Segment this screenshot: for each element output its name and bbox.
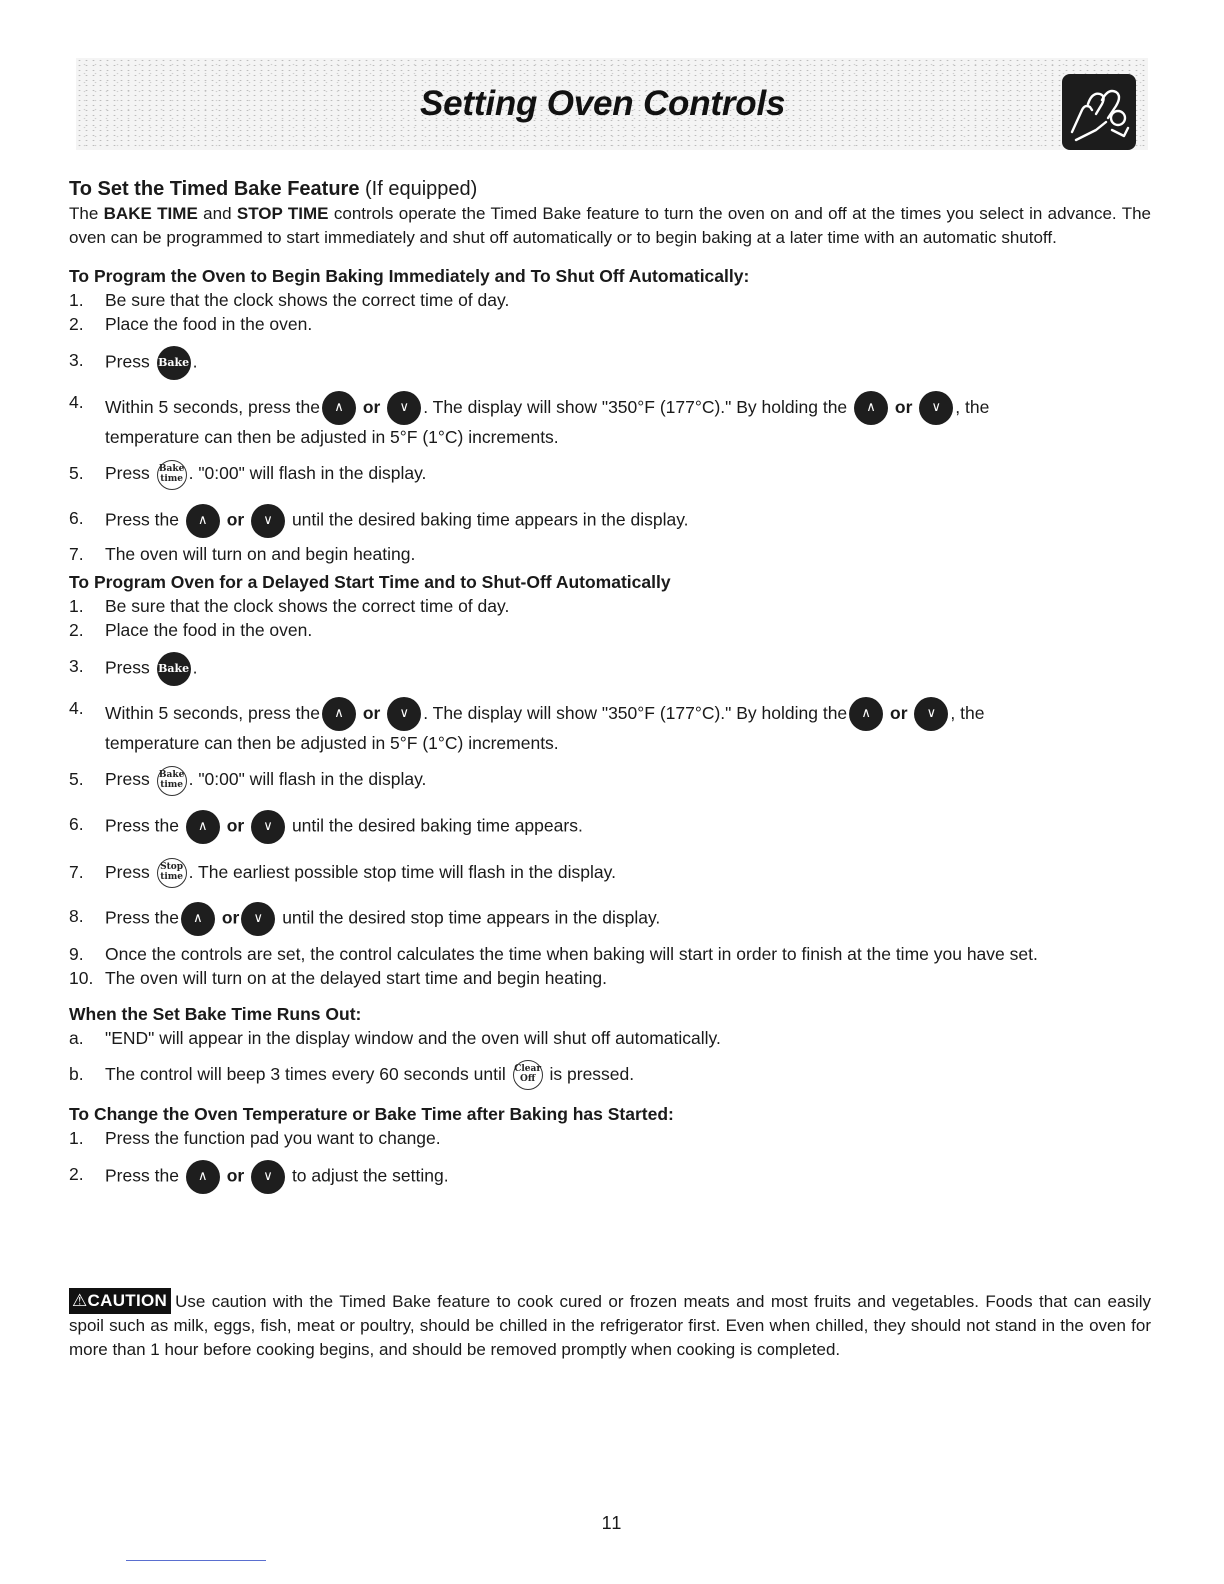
step-text bbox=[105, 810, 1151, 844]
step-text-part: . The display will show "350°F (177°C)." By holding the bbox=[423, 702, 848, 723]
or-word: or bbox=[221, 907, 240, 928]
step-text-part: Press bbox=[105, 351, 150, 372]
down-arrow-key-icon: ∨ bbox=[251, 1160, 285, 1194]
up-arrow-key-icon: ∧ bbox=[181, 902, 215, 936]
step-number: 3. bbox=[69, 350, 84, 370]
step-text-part: Press the bbox=[105, 1165, 179, 1186]
step-number: 4. bbox=[69, 697, 84, 718]
key-label: Bake bbox=[158, 463, 185, 474]
step-text-part: , the bbox=[950, 702, 985, 723]
list-item bbox=[69, 390, 1151, 449]
key-label: Stop bbox=[160, 861, 184, 872]
list-item bbox=[69, 594, 1151, 618]
step-text bbox=[105, 1060, 1151, 1090]
caution-paragraph bbox=[69, 1288, 1151, 1362]
stop-time-key-icon bbox=[157, 858, 187, 888]
list-item bbox=[69, 618, 1151, 642]
step-text-part: temperature can then be adjusted in 5°F (1°C) increments. bbox=[105, 733, 559, 754]
step-text: The oven will turn on and begin heating. bbox=[105, 543, 416, 564]
up-arrow-key-icon: ∧ bbox=[854, 391, 888, 425]
immediate-title: To Program the Oven to Begin Baking Immediately and To Shut Off Automatically: bbox=[69, 266, 750, 286]
step-text bbox=[105, 1160, 1151, 1194]
step-number: 5. bbox=[69, 769, 84, 790]
list-item bbox=[69, 810, 1151, 844]
page-title: Setting Oven Controls bbox=[420, 84, 786, 123]
bake-time-term: BAKE TIME bbox=[103, 204, 198, 223]
step-text: Place the food in the oven. bbox=[105, 619, 313, 640]
heading-note: (If equipped) bbox=[365, 178, 478, 200]
step-text: The oven will turn on at the delayed start time and begin heating. bbox=[105, 967, 607, 988]
list-item bbox=[69, 942, 1151, 966]
step-text-part: . "0:00" will flash in the display. bbox=[188, 769, 427, 790]
footer-rule bbox=[126, 1560, 266, 1561]
list-item bbox=[69, 902, 1151, 936]
bake-time-key-icon bbox=[157, 460, 187, 490]
bake-key-icon: Bake bbox=[157, 652, 191, 686]
list-item bbox=[69, 1126, 1151, 1150]
step-text-part: . bbox=[192, 657, 198, 678]
step-text-part: . bbox=[192, 351, 198, 372]
caution-badge bbox=[69, 1288, 171, 1314]
list-item bbox=[69, 1160, 1151, 1194]
step-text: Be sure that the clock shows the correct time of day. bbox=[105, 290, 510, 310]
up-arrow-key-icon: ∧ bbox=[186, 504, 220, 538]
step-text: Press the function pad you want to change. bbox=[105, 1128, 441, 1149]
step-text bbox=[105, 459, 1151, 489]
list-item bbox=[69, 1060, 1151, 1090]
step-text-part: , the bbox=[955, 397, 990, 417]
down-arrow-key-icon: ∨ bbox=[241, 902, 275, 936]
step-text-part: . The earliest possible stop time will flash in the display. bbox=[188, 861, 616, 882]
bake-key-icon: Bake bbox=[157, 346, 191, 380]
list-item bbox=[69, 288, 1151, 312]
step-text bbox=[105, 765, 1151, 795]
step-text: Place the food in the oven. bbox=[105, 314, 313, 334]
down-arrow-key-icon: ∨ bbox=[251, 810, 285, 844]
up-arrow-key-icon: ∧ bbox=[186, 810, 220, 844]
list-item bbox=[69, 858, 1151, 888]
caution-label: CAUTION bbox=[87, 1291, 168, 1311]
heading-text: To Set the Timed Bake Feature bbox=[69, 178, 360, 200]
list-item bbox=[69, 459, 1151, 489]
step-number: 8. bbox=[69, 905, 84, 926]
step-text-part: Press bbox=[105, 769, 150, 790]
down-arrow-key-icon: ∨ bbox=[919, 391, 953, 425]
intro-word: The bbox=[69, 204, 99, 223]
intro-word: and bbox=[203, 204, 232, 223]
step-text-part: Press bbox=[105, 657, 150, 678]
intro-text: controls operate the Timed Bake feature to turn the oven on and off at the times you select in advance. The oven can be programmed to start immediately and shut off automatically or to begin baking at a later time with an automatic shutoff. bbox=[69, 204, 1151, 247]
step-text-part: Press the bbox=[105, 815, 179, 836]
step-text: "END" will appear in the display window and the oven will shut off automatically. bbox=[105, 1027, 721, 1048]
step-text bbox=[105, 390, 1151, 449]
step-text-part: . The display will show "350°F (177°C)." By holding the bbox=[423, 397, 848, 417]
step-text: Once the controls are set, the control calculates the time when baking will start in order to finish at the time you have set. bbox=[105, 943, 1038, 964]
list-item bbox=[69, 1026, 1151, 1050]
or-word: or bbox=[226, 509, 245, 530]
key-label: Off bbox=[520, 1074, 536, 1085]
or-word: or bbox=[226, 1165, 245, 1186]
key-label: time bbox=[160, 871, 184, 882]
stop-time-term: STOP TIME bbox=[236, 204, 329, 223]
list-item bbox=[69, 966, 1151, 990]
list-item bbox=[69, 542, 1151, 566]
or-word: or bbox=[226, 815, 245, 836]
clear-off-key-icon bbox=[513, 1060, 543, 1090]
step-text bbox=[105, 902, 1151, 936]
content bbox=[69, 176, 1151, 1362]
step-text-part: until the desired stop time appears in the display. bbox=[282, 907, 661, 928]
or-word: or bbox=[362, 702, 381, 723]
step-number: 2. bbox=[69, 1164, 84, 1185]
step-text bbox=[105, 858, 1151, 888]
page-number: 11 bbox=[601, 1513, 623, 1533]
step-text-part: until the desired baking time appears in the display. bbox=[291, 509, 689, 530]
step-number: 1. bbox=[69, 595, 84, 616]
list-item bbox=[69, 346, 1151, 380]
step-text-part: Press bbox=[105, 463, 150, 484]
delayed-steps bbox=[69, 594, 1151, 990]
hands-cooking-icon bbox=[1062, 74, 1136, 150]
intro-paragraph bbox=[69, 202, 1151, 250]
step-number: 9. bbox=[69, 943, 84, 964]
step-text-part: Press the bbox=[105, 509, 179, 530]
step-number: 2. bbox=[69, 314, 84, 334]
change-steps bbox=[69, 1126, 1151, 1194]
down-arrow-key-icon: ∨ bbox=[251, 504, 285, 538]
down-arrow-key-icon: ∨ bbox=[387, 391, 421, 425]
or-word: or bbox=[362, 397, 381, 417]
step-number: 1. bbox=[69, 1128, 84, 1149]
step-number: 7. bbox=[69, 543, 84, 564]
bake-time-key-icon bbox=[157, 766, 187, 796]
step-text bbox=[105, 346, 1151, 380]
step-number: 6. bbox=[69, 813, 84, 834]
runs-out-title: When the Set Bake Time Runs Out: bbox=[69, 1003, 362, 1024]
step-text-part: temperature can then be adjusted in 5°F (1°C) increments. bbox=[105, 427, 559, 448]
key-label: time bbox=[160, 473, 184, 484]
step-number: 7. bbox=[69, 861, 84, 882]
step-number: 5. bbox=[69, 463, 84, 484]
list-item bbox=[69, 312, 1151, 336]
warning-icon: ⚠ bbox=[72, 1291, 88, 1311]
list-item bbox=[69, 765, 1151, 795]
down-arrow-key-icon: ∨ bbox=[387, 697, 421, 731]
step-number: a. bbox=[69, 1027, 84, 1048]
up-arrow-key-icon: ∧ bbox=[322, 697, 356, 731]
step-text bbox=[105, 504, 1151, 538]
step-text-part: to adjust the setting. bbox=[291, 1165, 449, 1186]
change-title: To Change the Oven Temperature or Bake Time after Baking has Started: bbox=[69, 1104, 674, 1125]
step-text bbox=[105, 652, 1151, 686]
step-text: Be sure that the clock shows the correct time of day. bbox=[105, 595, 510, 616]
step-number: 10. bbox=[69, 967, 94, 988]
up-arrow-key-icon: ∧ bbox=[322, 391, 356, 425]
step-number: 6. bbox=[69, 507, 84, 528]
caution-text: Use caution with the Timed Bake feature to cook cured or frozen meats and most fruits and vegetables. Foods that can easily spoil such as milk, eggs, fish, meat or poultry, should be chilled in the refrigerator first. Even when chilled, they should not stand in the oven for more than 1 hour before cooking begins, and should be removed promptly when cooking is completed. bbox=[69, 1292, 1151, 1360]
step-text-part: The control will beep 3 times every 60 seconds until bbox=[105, 1063, 506, 1084]
step-text-part: Press bbox=[105, 861, 150, 882]
up-arrow-key-icon: ∧ bbox=[849, 697, 883, 731]
or-word: or bbox=[894, 397, 913, 417]
step-text-part: Within 5 seconds, press the bbox=[105, 397, 320, 417]
step-text-part: until the desired baking time appears. bbox=[291, 815, 583, 836]
step-text bbox=[105, 696, 1151, 755]
runs-out-list bbox=[69, 1026, 1151, 1090]
step-number: 4. bbox=[69, 392, 84, 412]
step-text-part: . "0:00" will flash in the display. bbox=[188, 463, 427, 484]
key-label: Clear bbox=[514, 1064, 542, 1075]
immediate-steps bbox=[69, 288, 1151, 566]
step-number: 3. bbox=[69, 655, 84, 676]
step-number: 2. bbox=[69, 619, 84, 640]
or-word: or bbox=[890, 702, 908, 723]
step-text-part: is pressed. bbox=[549, 1063, 635, 1084]
list-item bbox=[69, 504, 1151, 538]
list-item bbox=[69, 652, 1151, 686]
down-arrow-key-icon: ∨ bbox=[914, 697, 948, 731]
delayed-title: To Program Oven for a Delayed Start Time and to Shut-Off Automatically bbox=[69, 571, 671, 592]
key-label: Bake bbox=[158, 769, 185, 780]
key-label: time bbox=[160, 779, 184, 790]
step-number: 1. bbox=[69, 290, 84, 310]
step-text-part: Within 5 seconds, press the bbox=[105, 702, 320, 723]
section-heading bbox=[69, 176, 1151, 202]
up-arrow-key-icon: ∧ bbox=[186, 1160, 220, 1194]
step-text-part: Press the bbox=[105, 907, 179, 928]
step-number: b. bbox=[69, 1063, 84, 1084]
list-item bbox=[69, 696, 1151, 755]
